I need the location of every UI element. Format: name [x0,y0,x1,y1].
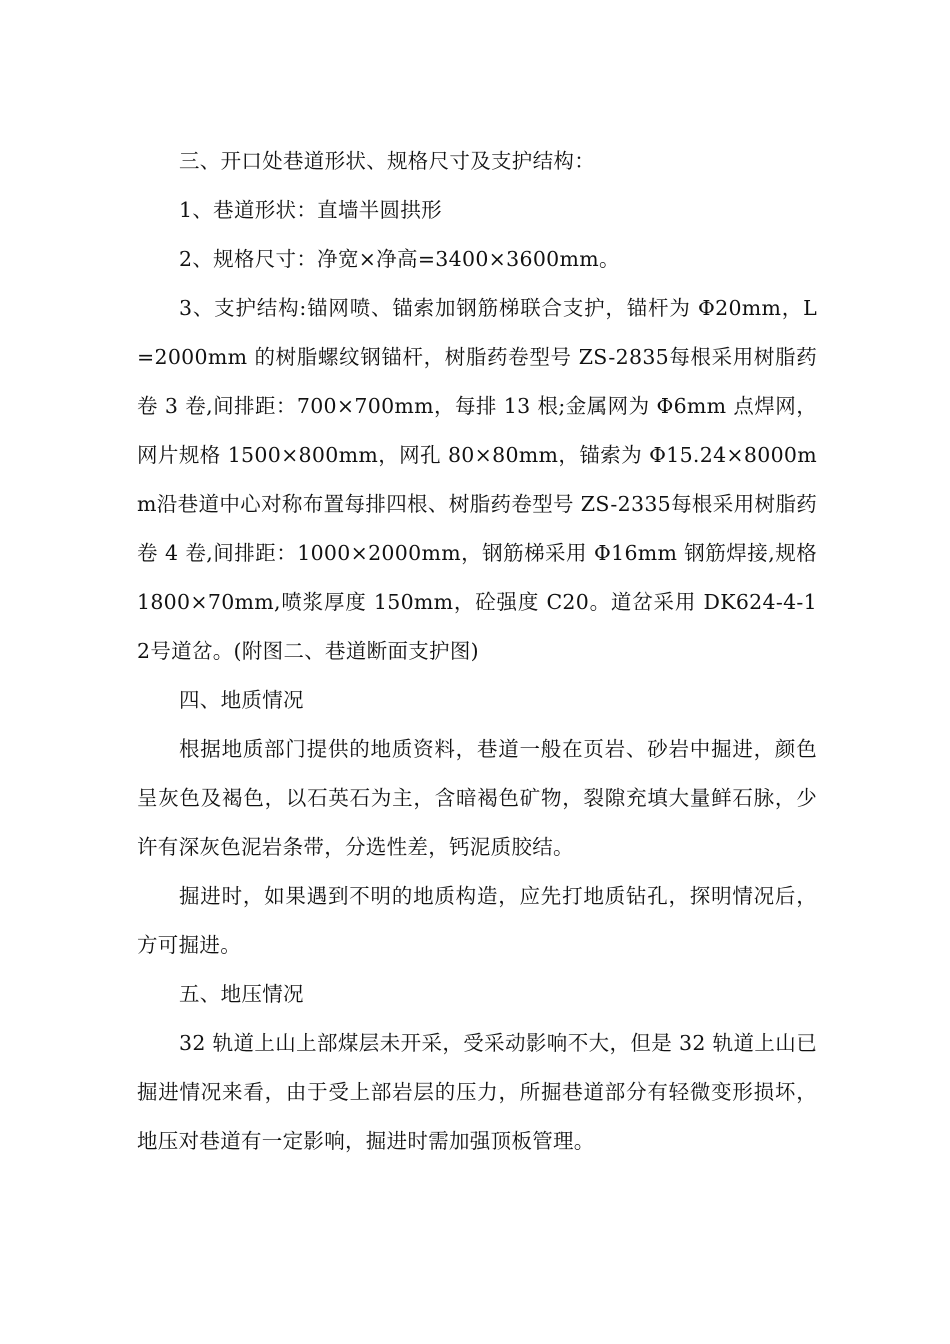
paragraph-tunnel-shape: 1、巷道形状：直墙半圆拱形 [179,198,442,222]
paragraph-support-structure: 3、支护结构:锚网喷、锚索加钢筋梯联合支护，锚杆为 Φ20mm，L=2000mm 的树脂螺纹钢锚杆，树脂药卷型号 ZS-2835每根采用树脂药卷 3 卷,间排距：700×700mm，每排 13 根;金属网为 Φ6mm 点焊网，网片规格 1500×800mm，网孔 80×80mm，锚索为 Φ15.24×8000mm沿巷道中心对称布置每排四根、树脂药卷型号 ZS-2335每根采用树脂药卷 4 卷,间排距：1000×2000mm，钢筋梯采用 Φ16mm 钢筋焊接,规格 1800×70mm,喷浆厚度 150mm，砼强度 C20。道岔采用 DK624-4-12号道岔。(附图二、巷道断面支护图) [137,296,817,663]
paragraph-ground-pressure: 32 轨道上山上部煤层未开采，受采动影响不大，但是 32 轨道上山已掘进情况来看，由于受上部岩层的压力，所掘巷道部分有轻微变形损坏，地压对巷道有一定影响，掘进时需加强顶板管理。 [137,1031,817,1153]
section-heading-geology: 四、地质情况 [179,688,304,712]
paragraph-dimensions: 2、规格尺寸：净宽×净高=3400×3600mm。 [179,247,620,271]
section-heading-tunnel-shape: 三、开口处巷道形状、规格尺寸及支护结构： [179,149,595,173]
paragraph-geology-drilling: 掘进时，如果遇到不明的地质构造，应先打地质钻孔，探明情况后，方可掘进。 [137,884,817,957]
section-heading-ground-pressure: 五、地压情况 [179,982,304,1006]
paragraph-geology-description: 根据地质部门提供的地质资料，巷道一般在页岩、砂岩中掘进，颜色呈灰色及褐色，以石英石为主，含暗褐色矿物，裂隙充填大量鲜石脉，少许有深灰色泥岩条带，分选性差，钙泥质胶结。 [137,737,817,859]
document-body [137,137,817,1166]
